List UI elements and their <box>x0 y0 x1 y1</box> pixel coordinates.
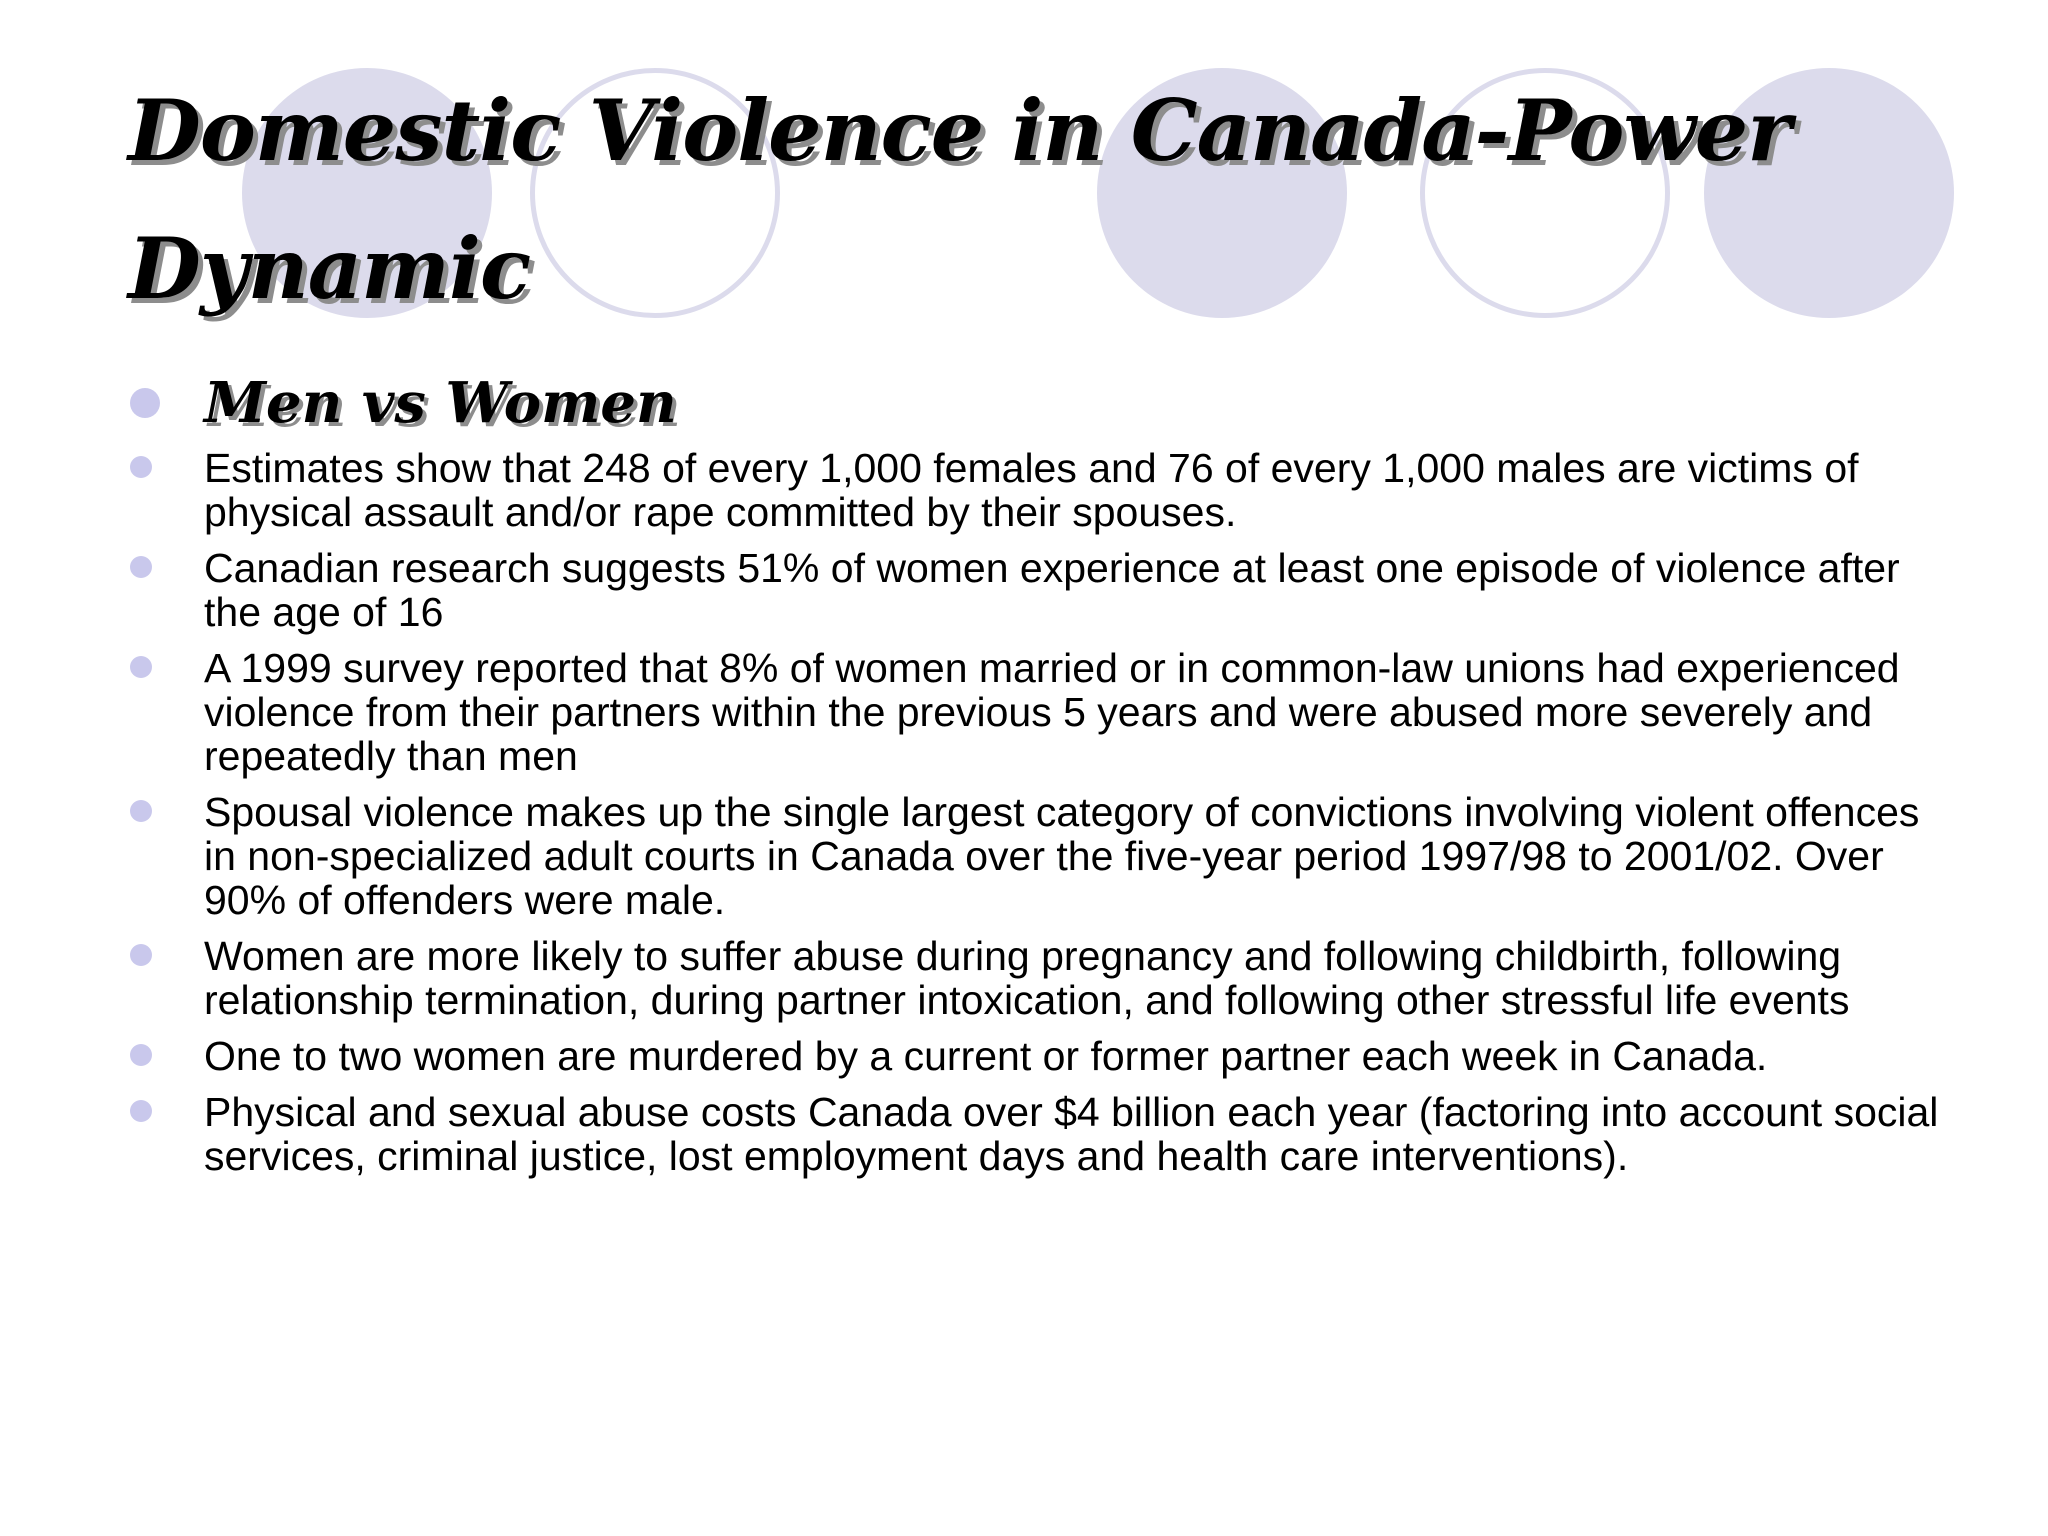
bullet-dot-icon <box>130 1044 152 1066</box>
bullet-dot-icon <box>130 556 152 578</box>
bullet-text: Women are more likely to suffer abuse during pregnancy and following childbirth, following relationship termination, during partner intoxication, and following other stressful life events <box>204 933 1850 1023</box>
bullet-text: One to two women are murdered by a current or former partner each week in Canada. <box>204 1033 1768 1079</box>
bullet-dot-icon <box>130 800 152 822</box>
bullet-item <box>130 446 1950 534</box>
bullet-item <box>130 790 1950 922</box>
bullet-item <box>130 934 1950 1022</box>
bullet-dot-icon <box>130 656 152 678</box>
section-heading: Men vs Women <box>204 370 677 436</box>
bullet-dot-icon <box>130 456 152 478</box>
slide-title: Domestic Violence in Canada-Power Dynamic <box>128 81 1791 318</box>
bullet-heading <box>130 370 1950 436</box>
bullet-item <box>130 646 1950 778</box>
bullet-text: Estimates show that 248 of every 1,000 females and 76 of every 1,000 males are victims of physical assault and/or rape committed by their spouses. <box>204 445 1859 535</box>
bullet-text: Physical and sexual abuse costs Canada over $4 billion each year (factoring into account social services, criminal justice, lost employment days and health care interventions). <box>204 1089 1939 1179</box>
bullet-item <box>130 546 1950 634</box>
bullet-list <box>130 370 1950 1190</box>
bullet-text: Spousal violence makes up the single largest category of convictions involving violent offences in non-specialized adult courts in Canada over the five-year period 1997/98 to 2001/02. Over 90% of offenders were male. <box>204 789 1920 923</box>
bullet-dot-icon <box>130 944 152 966</box>
bullet-item <box>130 1034 1950 1078</box>
bullet-text: Canadian research suggests 51% of women experience at least one episode of violence after the age of 16 <box>204 545 1900 635</box>
bullet-dot-icon <box>130 388 160 418</box>
bullet-item <box>130 1090 1950 1178</box>
bullet-text: A 1999 survey reported that 8% of women married or in common-law unions had experienced violence from their partners within the previous 5 years and were abused more severely and repeatedly than men <box>204 645 1900 779</box>
bullet-dot-icon <box>130 1100 152 1122</box>
